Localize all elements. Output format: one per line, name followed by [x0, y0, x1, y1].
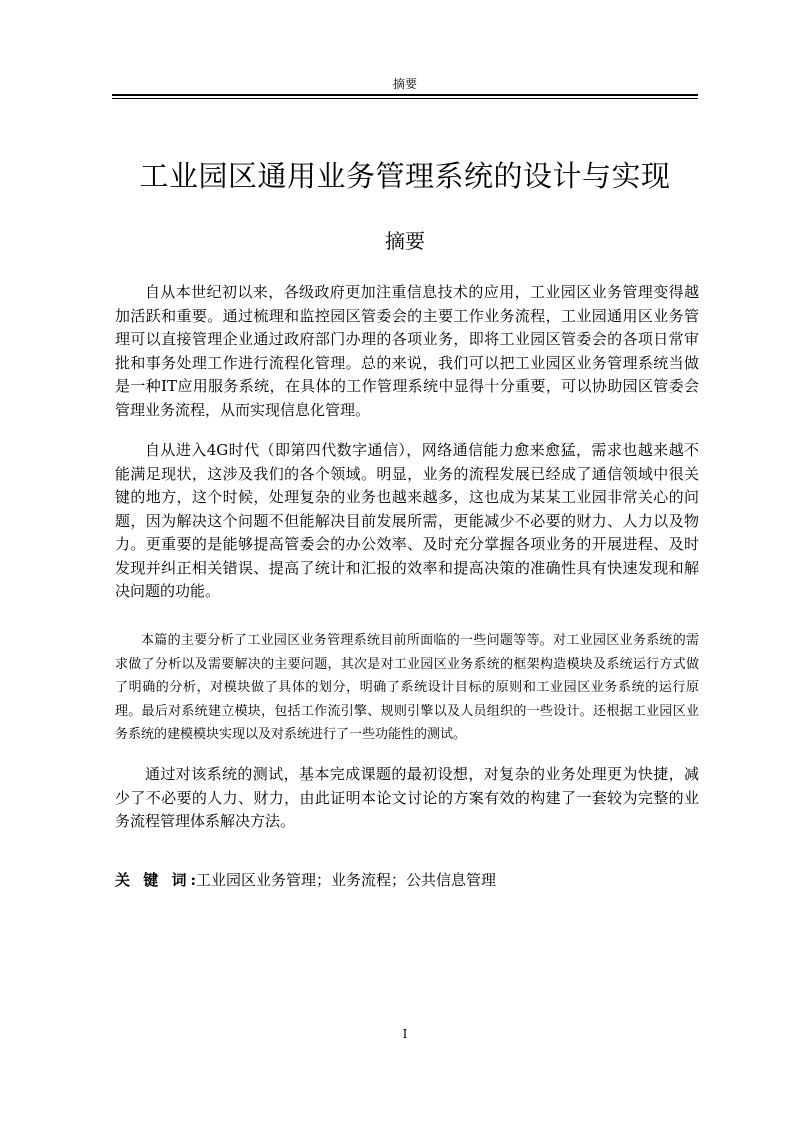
header-rule-thin	[112, 98, 698, 99]
keywords-colon: :	[190, 871, 196, 889]
keywords-value: 工业园区业务管理；业务流程；公共信息管理	[196, 871, 497, 889]
document-title: 工业园区通用业务管理系统的设计与实现	[139, 159, 671, 193]
abstract-paragraph-1: 自从本世纪初以来，各级政府更加注重信息技术的应用，工业园区业务管理变得越加活跃和重要。通过梳理和监控园区管委会的主要工作业务流程，工业园通用区业务管理可以直接管理企业通过政府部门办理的各项业务，即将工业园区管委会的各项日常审批和事务处理工作进行流程化管理。总的来说，我们可以把工业园区业务管理系统当做是一种IT应用服务系统，在具体的工作管理系统中显得十分重要，可以协助园区管委会管理业务流程，从而实现信息化管理。	[115, 283, 699, 419]
abstract-paragraph-4: 通过对该系统的测试，基本完成课题的最初设想，对复杂的业务处理更为快捷，减少了不必要的人力、财力，由此证明本论文讨论的方案有效的构建了一套较为完整的业务流程管理体系解决方法。	[115, 765, 699, 830]
abstract-paragraph-3: 本篇的主要分析了工业园区业务管理系统目前所面临的一些问题等等。对工业园区业务系统的需求做了分析以及需要解决的主要问题，其次是对工业园区业务系统的框架构造模块及系统运行方式做了明确的分析，对模块做了具体的划分，明确了系统设计目标的原则和工业园区业务系统的运行原理。最后对系统建立模块，包括工作流引擎、规则引擎以及人员组织的一些设计。还根据工业园区业务系统的建模模块实现以及对系统进行了一些功能性的测试。	[115, 633, 699, 742]
abstract-heading: 摘要	[385, 229, 425, 253]
page-number: I	[402, 1027, 408, 1041]
keywords-label: 关 键 词	[115, 871, 191, 889]
abstract-paragraph-2: 自从进入4G时代（即第四代数字通信），网络通信能力愈来愈猛，需求也越来越不能满足现状，这涉及我们的各个领域。明显，业务的流程发展已经成了通信领域中很关键的地方，这个时候，处理复杂的业务也越来越多，这也成为某某工业园非常关心的问题，因为解决这个问题不但能解决目前发展所需，更能减少不必要的财力、人力以及物力。更重要的是能够提高管委会的办公效率、及时充分掌握各项业务的开展进程、及时发现并纠正相关错误、提高了统计和汇报的效率和提高决策的准确性具有快速发现和解决问题的功能。	[115, 441, 699, 600]
running-header: 摘要	[392, 77, 417, 91]
header-rule-thick	[112, 94, 698, 96]
keywords-line	[115, 869, 699, 891]
